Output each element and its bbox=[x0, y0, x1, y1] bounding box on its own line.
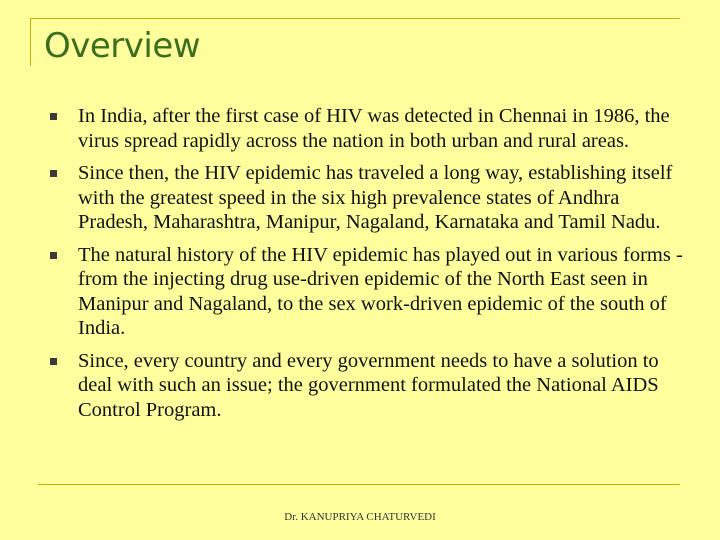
bullet-text: The natural history of the HIV epidemic has played out in various forms - from the injecting drug use-driven epidemic of the North East seen in Manipur and Nagaland, to the sex work-driven epidemic of the south of India. bbox=[78, 243, 683, 339]
square-bullet-icon bbox=[50, 170, 57, 177]
title-rule-top bbox=[30, 18, 680, 19]
slide-footer: Dr. KANUPRIYA CHATURVEDI bbox=[284, 511, 436, 523]
title-rule-left bbox=[30, 18, 31, 66]
bullet-text: In India, after the first case of HIV was detected in Chennai in 1986, the virus spread rapidly across the nation in both urban and rural areas. bbox=[78, 105, 670, 152]
slide-title: Overview bbox=[44, 26, 201, 66]
bullet-list bbox=[48, 104, 688, 430]
square-bullet-icon bbox=[50, 252, 57, 259]
bullet-item bbox=[48, 243, 688, 341]
bullet-text: Since, every country and every government needs to have a solution to deal with such an issue; the government formulated the National AIDS Control Program. bbox=[78, 349, 659, 421]
bullet-item bbox=[48, 349, 688, 423]
square-bullet-icon bbox=[50, 358, 57, 365]
bullet-text: Since then, the HIV epidemic has traveled a long way, establishing itself with the greatest speed in the six high prevalence states of Andhra Pradesh, Maharashtra, Manipur, Nagaland, Karnataka and Tamil Nadu. bbox=[78, 162, 673, 233]
square-bullet-icon bbox=[50, 113, 57, 120]
footer-rule bbox=[38, 484, 680, 485]
bullet-item bbox=[48, 161, 688, 235]
bullet-item bbox=[48, 104, 688, 153]
